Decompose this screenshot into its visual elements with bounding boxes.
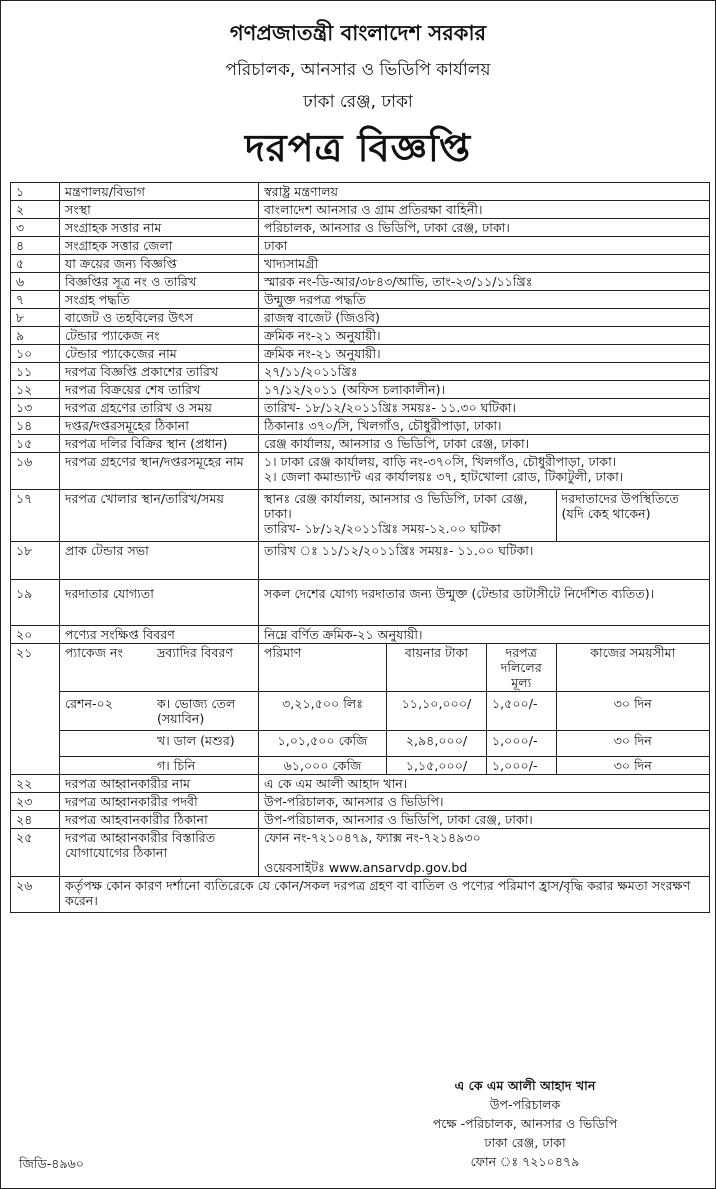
- table-row: ১৫ দরপত্র দলির বিক্রির স্থান (প্রধান) রেঞ্জ কার্যালয়, আনসার ও ভিডিপি, ঢাকা রেঞ্জ, ঢাকা।: [11, 435, 710, 453]
- signatory-on-behalf: পক্ষে -পরিচালক, আনসার ও ভিডিপি: [432, 1116, 618, 1131]
- table-row: ৮ বাজেট ও তহবিলের উৎস রাজস্ব বাজেট (জিওবি): [11, 309, 710, 327]
- table-row: ৪ সংগ্রাহক সত্তার জেলা ঢাকা: [11, 237, 710, 255]
- table-row: ১৭ দরপত্র খোলার স্থান/তারিখ/সময় স্থানঃ রেঞ্জ কার্যালয়, আনসার ও ভিডিপি, ঢাকা রেঞ্জ, ঢাকা। তারিখ- ১৮/১২/২০১১খ্রিঃ সময়-১২.০০ ঘটিকা দরদাতাদের উপস্থিতিতে (যদি কেহ থাকেন): [11, 490, 710, 542]
- table-row: ১৬ দরপত্র গ্রহণের স্থান/দপ্তরসমূহের নাম ১। ঢাকা রেঞ্জ কার্যালয়, বাড়ি নং-৩৭০সি, খিলগাঁও, চৌধুরীপাড়া, ঢাকা। ২। জেলা কমান্ড্যান্ট এর কার্যালয়ঃ ৩৭, হাটখোলা রোড, টিকাটুলী, ঢাকা।: [11, 453, 710, 490]
- table-row: খ। ডাল (মশুর) ১,০১,৫০০ কেজি ২,৯৪,০০০/ ১,০০০/- ৩০ দিন: [11, 731, 710, 757]
- table-row: ১৩ দরপত্র গ্রহণের তারিখ ও সময় তারিখ- ১৮/১২/২০১১খ্রিঃ সময়ঃ- ১১.৩০ ঘটিকা।: [11, 399, 710, 417]
- notice-title: দরপত্র বিজ্ঞপ্তি: [244, 126, 472, 170]
- table-row: ১৯ দরদাতার যোগ্যতা সকল দেশের যোগ্য দরদাতার জন্য উন্মুক্ত (টেন্ডার ডাটাসীটে নির্দেশিত ব্যতিত)।: [11, 580, 710, 626]
- govt-title: গণপ্রজাতন্ত্রী বাংলাদেশ সরকার: [229, 21, 487, 45]
- table-row: ১৮ প্রাক টেন্ডার সভা তারিখ ঃ ১১/১২/২০১১খ্রিঃ সময়ঃ- ১১.০০ ঘটিকা।: [11, 542, 710, 580]
- notice-code: জিডি-৪৯৬০: [19, 1156, 85, 1171]
- table-row: ২৫ দরপত্র আহ্বানকারীর বিস্তারিত যোগাযোগের ঠিকানা ফোন নং-৭২১০৪৭৯, ফ্যাক্স নং-৭২১৪৯৩০ ওয়েবসাইটঃ www.ansarvdp.gov.bd: [11, 829, 710, 877]
- office-location: ঢাকা রেঞ্জ, ঢাকা: [303, 92, 413, 112]
- signatory-phone: ফোন ঃ ৭২১০৪৭৯: [470, 1154, 580, 1169]
- table-row: ৬ বিজ্ঞপ্তির সূত্র নং ও তারিখ স্মারক নং-ডি-আর/৩৮৪৩/আভি, তাং-২৩/১১/১১খ্রিঃ: [11, 273, 710, 291]
- tender-details-table: [10, 182, 710, 913]
- signatory-name: এ কে এম আলী আহাদ খান: [454, 1078, 596, 1093]
- table-row: রেশন-০২ ক। ভোজ্য তেল (সয়াবিন) ৩,২১,৫০০ লিঃ ১১,১০,০০০/ ১,৫০০/- ৩০ দিন: [11, 692, 710, 731]
- signatory-location: ঢাকা রেঞ্জ, ঢাকা: [484, 1135, 566, 1150]
- table-row: ৯ টেন্ডার প্যাকেজ নং ক্রমিক নং-২১ অনুযায়ী।: [11, 327, 710, 345]
- table-row: ২০ পণ্যের সংক্ষিপ্ত বিবরণ নিম্নে বর্ণিত ক্রমিক-২১ অনুযায়ী।: [11, 626, 710, 644]
- table-row: ১০ টেন্ডার প্যাকেজের নাম ক্রমিক নং-২১ অনুযায়ী।: [11, 345, 710, 363]
- table-row: ২২ দরপত্র আহ্বানকারীর নাম এ কে এম আলী আহাদ খান।: [11, 775, 710, 793]
- office-name: পরিচালক, আনসার ও ভিডিপি কার্যালয়: [225, 60, 491, 80]
- table-row: ১৪ দপ্তর/দপ্তরসমূহের ঠিকানা ঠিকানাঃ ৩৭০/সি, খিলগাঁও, চৌধুরীপাড়া, ঢাকা।: [11, 417, 710, 435]
- table-row: ২৬ কর্তৃপক্ষ কোন কারণ দর্শানো ব্যতিরেকে যে কোন/সকল দরপত্র গ্রহণ বা বাতিল ও পণ্যের পরিমাণ হ্রাস/বৃদ্ধি করার ক্ষমতা সংরক্ষণ করেন।: [11, 877, 710, 913]
- table-row: ১২ দরপত্র বিক্রয়ের শেষ তারিখ ১৭/১২/২০১১ (অফিস চলাকালীন)।: [11, 381, 710, 399]
- signature-block: [375, 1076, 675, 1171]
- table-row: ৫ যা ক্রয়ের জন্য বিজ্ঞপ্তি খাদ্যসামগ্রী: [11, 255, 710, 273]
- table-row: ৭ সংগ্রহ পদ্ধতি উন্মুক্ত দরপত্র পদ্ধতি: [11, 291, 710, 309]
- table-row: ৩ সংগ্রাহক সত্তার নাম পরিচালক, আনসার ও ভিডিপি, ঢাকা রেঞ্জ, ঢাকা।: [11, 219, 710, 237]
- table-row: গ। চিনি ৬১,০০০ কেজি ১,১৫,০০০/ ১,০০০/- ৩০ দিন: [11, 757, 710, 775]
- table-row: ২৩ দরপত্র আহ্বানকারীর পদবী উপ-পরিচালক, আনসার ও ভিডিপি।: [11, 793, 710, 811]
- table-row: ২৪ দরপত্র আহবানকারীর ঠিকানা উপ-পরিচালক, আনসার ও ভিডিপি, ঢাকা রেঞ্জ, ঢাকা।: [11, 811, 710, 829]
- table-row: ১ মন্ত্রণালয়/বিভাগ স্বরাষ্ট্র মন্ত্রণালয়: [11, 183, 710, 201]
- items-header-row: ২১ প্যাকেজ নং দ্রব্যাদির বিবরণ পরিমাণ বায়নার টাকা দরপত্র দলিলের মূল্য কাজের সময়সীমা: [11, 644, 710, 692]
- table-row: ১১ দরপত্র বিজ্ঞপ্তি প্রকাশের তারিখ ২৭/১১/২০১১খ্রিঃ: [11, 363, 710, 381]
- table-row: ২ সংস্থা বাংলাদেশ আনসার ও গ্রাম প্রতিরক্ষা বাহিনী।: [11, 201, 710, 219]
- signatory-designation: উপ-পরিচালক: [489, 1097, 561, 1112]
